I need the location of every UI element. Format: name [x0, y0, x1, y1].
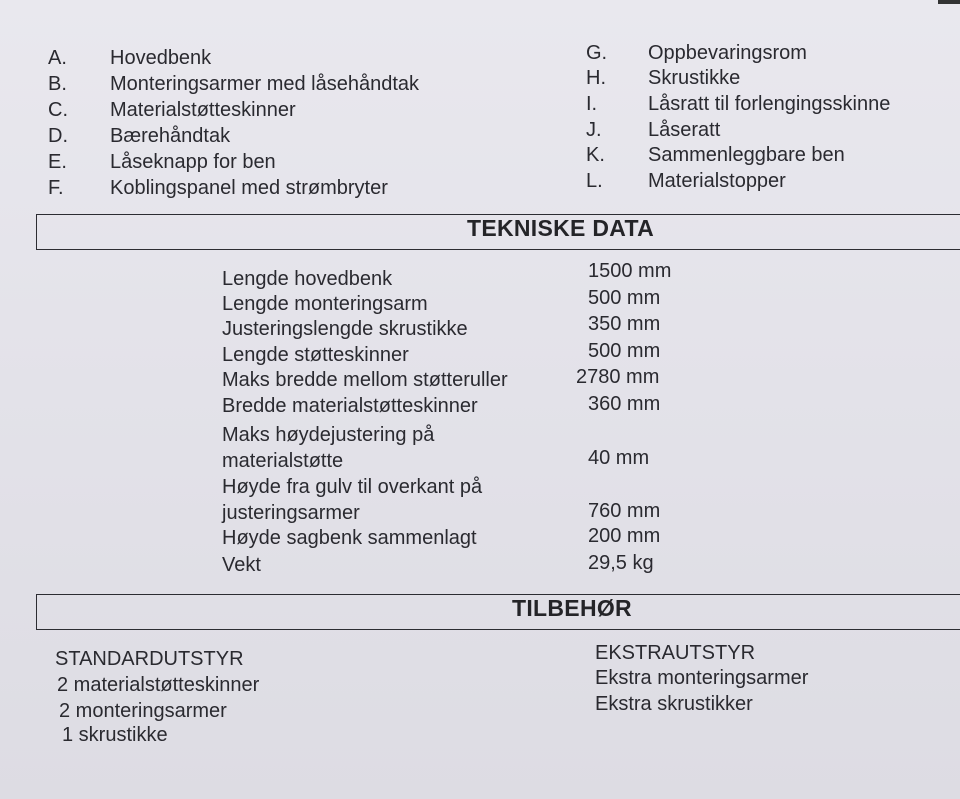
part-label: Koblingspanel med strømbryter	[110, 177, 388, 199]
spec-label: Justeringslengde skrustikke	[222, 318, 468, 340]
spec-label-continued: materialstøtte	[222, 450, 344, 472]
spec-label: Bredde materialstøtteskinner	[222, 395, 478, 417]
spec-value: 500 mm	[588, 287, 661, 309]
part-label: Materialstopper	[648, 170, 786, 192]
standard-item: 1 skrustikke	[62, 724, 168, 746]
spec-value: 760 mm	[588, 500, 661, 522]
part-label: Monteringsarmer med låsehåndtak	[110, 73, 420, 95]
part-letter: A.	[48, 47, 67, 69]
spec-value: 500 mm	[588, 340, 661, 362]
extra-item: Ekstra skrustikker	[595, 693, 753, 715]
spec-value: 29,5 kg	[588, 552, 654, 574]
spec-value: 360 mm	[588, 393, 661, 415]
spec-label: Lengde støtteskinner	[222, 344, 409, 366]
spec-value: 350 mm	[588, 313, 661, 335]
spec-label: Vekt	[222, 554, 261, 576]
accessories-section-bar	[36, 594, 960, 630]
spec-label: Høyde sagbenk sammenlagt	[222, 527, 477, 549]
part-label: Sammenleggbare ben	[648, 144, 845, 166]
spec-label: Lengde hovedbenk	[222, 268, 393, 290]
extra-item: Ekstra monteringsarmer	[595, 667, 809, 689]
part-label: Bærehåndtak	[110, 125, 231, 147]
spec-label: Høyde fra gulv til overkant på	[222, 476, 483, 498]
part-label: Låseknapp for ben	[110, 151, 276, 173]
part-label: Låsratt til forlengingsskinne	[648, 93, 891, 115]
part-label: Skrustikke	[648, 67, 741, 89]
part-letter: G.	[586, 42, 608, 64]
part-letter: E.	[48, 151, 67, 173]
part-letter: K.	[586, 144, 605, 166]
part-letter: C.	[48, 99, 68, 121]
standard-item: 2 materialstøtteskinner	[57, 674, 260, 696]
part-letter: D.	[48, 125, 68, 147]
spec-label: Lengde monteringsarm	[222, 293, 428, 315]
part-letter: H.	[586, 67, 606, 89]
spec-row	[0, 475, 960, 527]
spec-label: Maks bredde mellom støtteruller	[222, 369, 508, 391]
part-letter: B.	[48, 73, 67, 95]
spec-label: Maks høydejustering på	[222, 424, 435, 446]
part-label: Låseratt	[648, 119, 721, 141]
technical-section-title: TEKNISKE DATA	[467, 215, 655, 241]
parts-list	[0, 0, 960, 210]
part-label: Materialstøtteskinner	[110, 99, 296, 121]
spec-value: 40 mm	[588, 447, 650, 469]
part-letter: I.	[586, 93, 598, 115]
spec-value: 2780 mm	[576, 366, 660, 388]
part-letter: F.	[48, 177, 64, 199]
part-label: Oppbevaringsrom	[648, 42, 807, 64]
standard-item: 2 monteringsarmer	[59, 700, 227, 722]
part-letter: J.	[586, 119, 602, 141]
standard-heading: STANDARDUTSTYR	[55, 648, 244, 670]
spec-value: 1500 mm	[588, 260, 672, 282]
spec-label-continued: justeringsarmer	[222, 502, 360, 524]
spec-row	[0, 423, 960, 475]
extra-heading: EKSTRAUTSTYR	[595, 642, 756, 664]
part-letter: L.	[586, 170, 603, 192]
part-label: Hovedbenk	[110, 47, 212, 69]
spec-value: 200 mm	[588, 525, 661, 547]
accessories-section-title: TILBEHØR	[512, 595, 632, 621]
